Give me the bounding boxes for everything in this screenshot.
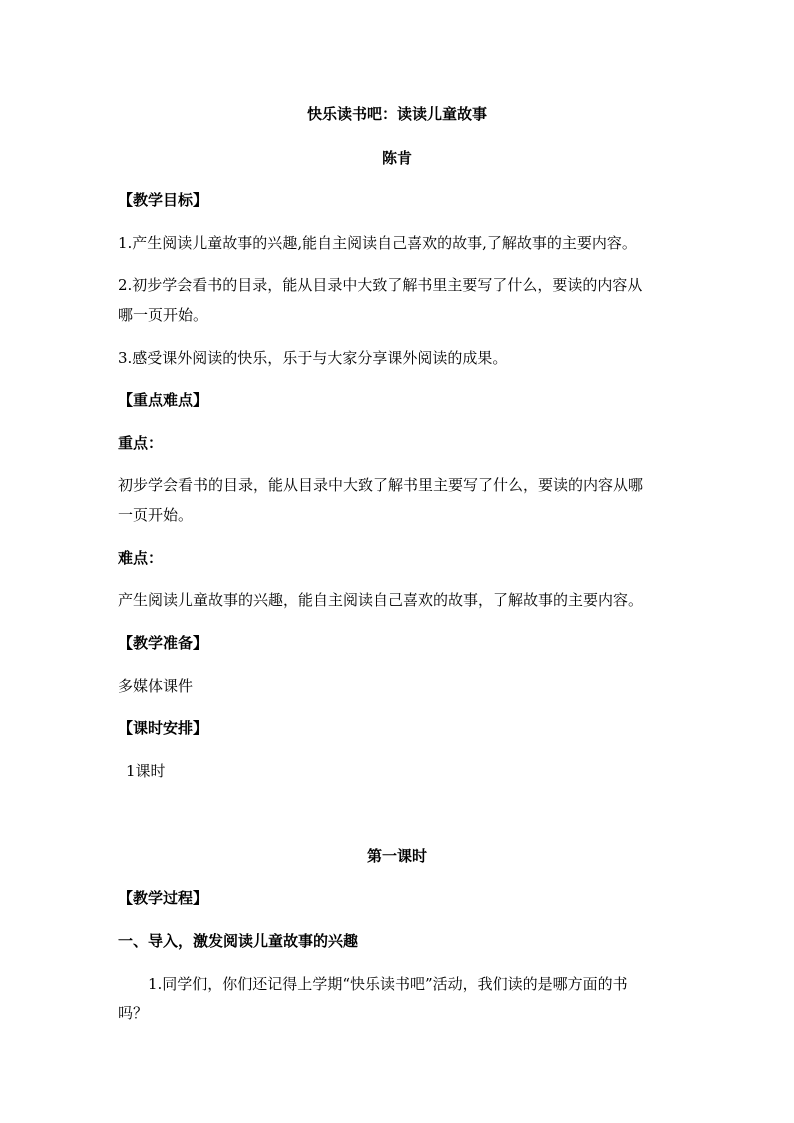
difficulty-text: 产生阅读儿童故事的兴趣，能自主阅读自己喜欢的故事，了解故事的主要内容。: [118, 591, 644, 609]
schedule-heading: 【课时安排】: [118, 719, 209, 737]
objective-3: 3.感受课外阅读的快乐，乐于与大家分享课外阅读的成果。: [118, 349, 508, 367]
key-text-line-1: 初步学会看书的目录，能从目录中大致了解书里主要写了什么，要读的内容从哪: [118, 476, 644, 494]
preparation-text: 多媒体课件: [118, 677, 194, 695]
key-label: 重点：: [118, 434, 164, 452]
schedule-text: 1课时: [126, 762, 166, 780]
difficulty-label: 难点：: [118, 549, 164, 567]
key-text-line-2: 一页开始。: [118, 506, 194, 524]
key-points-heading: 【重点难点】: [118, 391, 209, 409]
lesson-title: 第一课时: [366, 847, 427, 865]
objectives-heading: 【教学目标】: [118, 191, 209, 209]
process-heading: 【教学过程】: [118, 889, 209, 907]
objective-2-line-2: 哪一页开始。: [118, 306, 209, 324]
author-name: 陈肯: [381, 149, 412, 167]
step-1-question-line-1: 1.同学们，你们还记得上学期“快乐读书吧”活动，我们读的是哪方面的书: [148, 975, 628, 993]
objective-2-line-1: 2.初步学会看书的目录，能从目录中大致了解书里主要写了什么，要读的内容从: [118, 276, 643, 294]
objective-1: 1.产生阅读儿童故事的兴趣,能自主阅读自己喜欢的故事,了解故事的主要内容。: [118, 234, 637, 252]
step-1-heading: 一、导入，激发阅读儿童故事的兴趣: [118, 932, 359, 950]
step-1-question-line-2: 吗？: [118, 1004, 149, 1022]
preparation-heading: 【教学准备】: [118, 634, 209, 652]
page-title: 快乐读书吧：读读儿童故事: [306, 105, 487, 123]
